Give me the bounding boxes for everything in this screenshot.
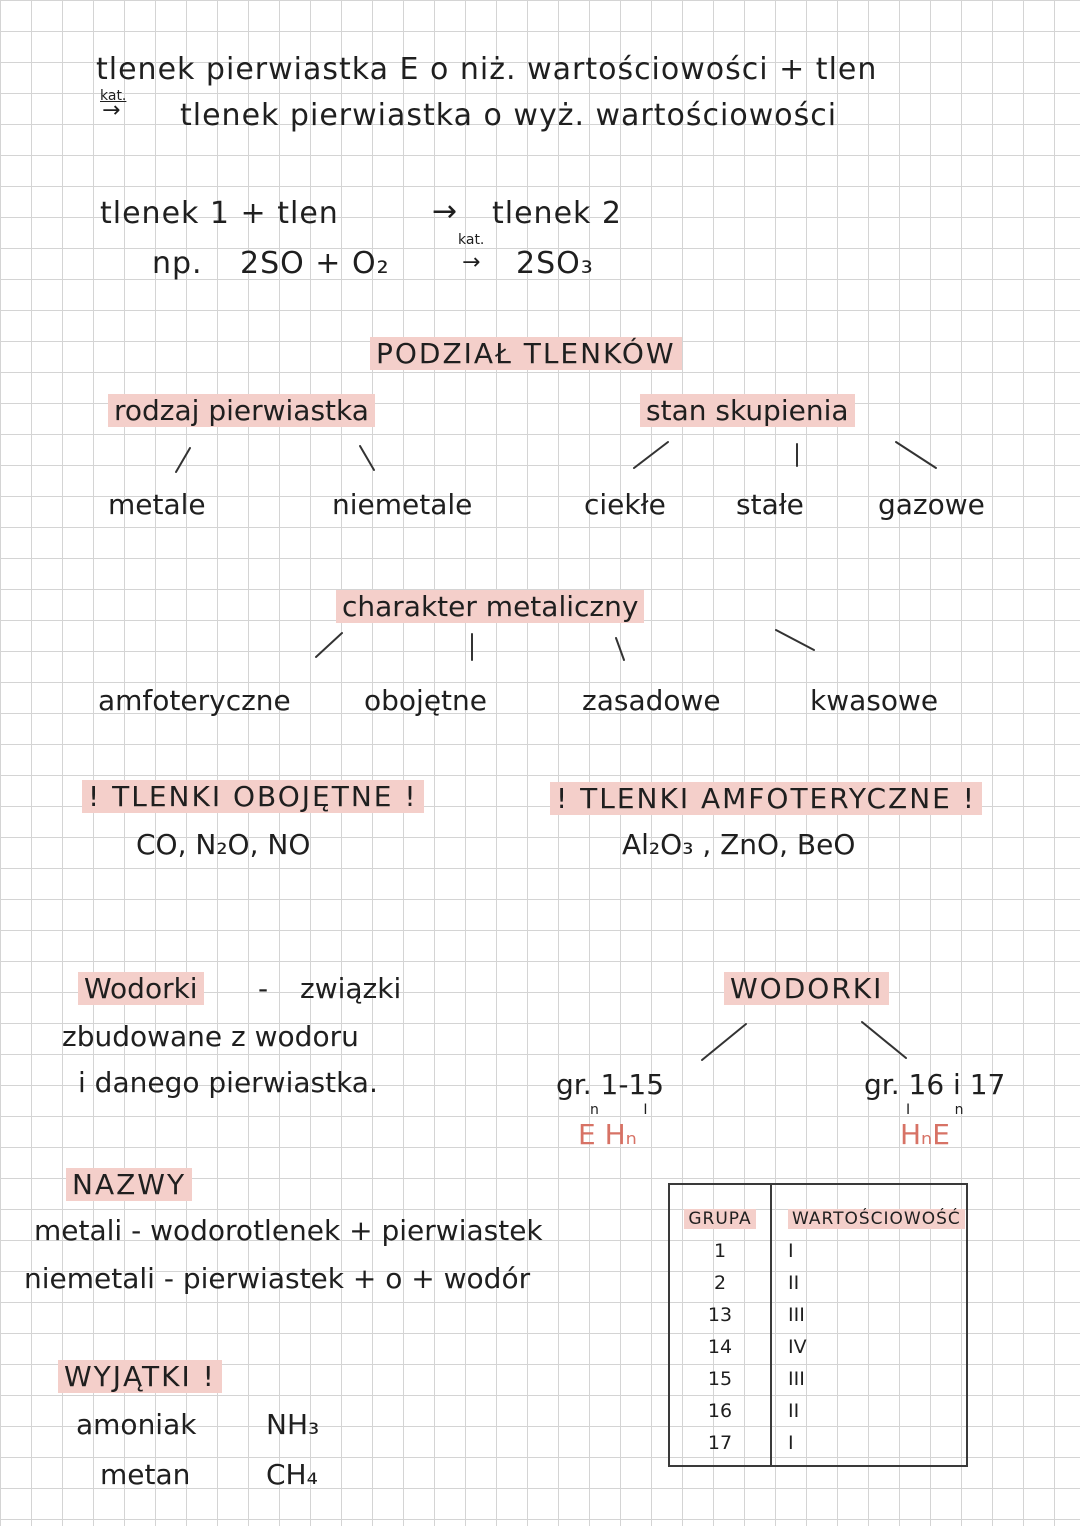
valence-column <box>771 1184 967 1466</box>
reaction-right: tlenek 2 <box>492 196 623 231</box>
element-type-label: rodzaj pierwiastka <box>108 394 375 427</box>
right-branch-label: gr. 16 i 17 <box>864 1068 1006 1101</box>
branch-line <box>360 446 374 470</box>
hydrides-definition-1: związki <box>300 972 402 1005</box>
amphoteric-oxides-formulas: Al₂O₃ , ZnO, BeO <box>622 828 856 861</box>
hydrides-term: Wodorki <box>78 972 204 1005</box>
item-stale: stałe <box>736 488 804 521</box>
names-nonmetals: niemetali - pierwiastek + o + wodór <box>24 1262 531 1295</box>
group-cell: 16 <box>707 1400 733 1422</box>
header-line-1: tlenek pierwiastka E o niż. wartościowości + tlen <box>96 52 878 87</box>
item-kwasowe: kwasowe <box>810 684 939 717</box>
group-cell: 13 <box>707 1304 733 1326</box>
left-branch-formula: E Hₙ <box>578 1118 637 1151</box>
branch-line <box>176 448 190 472</box>
hydrides-definition-2: zbudowane z wodoru <box>62 1020 359 1053</box>
example-prefix: np. <box>152 246 203 281</box>
example-left: 2SO + O₂ <box>240 246 390 281</box>
branch-line <box>776 630 814 650</box>
exception-name-1: amoniak <box>76 1408 197 1441</box>
branch-line <box>896 442 936 468</box>
hydrides-heading: WODORKI <box>724 972 889 1005</box>
branch-line <box>316 633 342 657</box>
hydrides-definition-3: i danego pierwiastka. <box>78 1066 378 1099</box>
arrow-icon: → <box>462 250 481 275</box>
item-metale: metale <box>108 488 206 521</box>
names-title: NAZWY <box>66 1168 192 1201</box>
reaction-left: tlenek 1 + tlen <box>100 196 339 231</box>
item-ciekle: ciekłe <box>584 488 666 521</box>
item-obojetne: obojętne <box>364 684 487 717</box>
state-label: stan skupienia <box>640 394 855 427</box>
branch-line <box>616 638 624 660</box>
item-amfoteryczne: amfoteryczne <box>98 684 291 717</box>
valence-cell: I <box>788 1240 794 1262</box>
amphoteric-oxides-title: ! TLENKI AMFOTERYCZNE ! <box>550 782 982 815</box>
character-label: charakter metaliczny <box>336 590 644 623</box>
branch-line <box>862 1022 906 1058</box>
branch-line <box>634 442 668 468</box>
example-catalyst: kat. <box>458 232 485 248</box>
valence-cell: I <box>788 1432 794 1454</box>
group-cell: 1 <box>713 1240 727 1262</box>
group-cell: 17 <box>707 1432 733 1454</box>
neutral-oxides-title: ! TLENKI OBOJĘTNE ! <box>82 780 424 813</box>
left-branch-label: gr. 1-15 <box>556 1068 665 1101</box>
arrow-icon: → <box>102 98 121 123</box>
catalyst-label: kat. <box>100 88 127 104</box>
branch-line <box>702 1024 746 1060</box>
names-metals: metali - wodorotlenek + pierwiastek <box>34 1214 543 1247</box>
valence-cell: III <box>788 1304 805 1326</box>
valence-cell: II <box>788 1272 800 1294</box>
exceptions-title: WYJĄTKI ! <box>58 1360 222 1393</box>
item-niemetale: niemetale <box>332 488 473 521</box>
group-column <box>669 1184 771 1466</box>
exception-formula-1: NH₃ <box>266 1408 320 1441</box>
classification-title: PODZIAŁ TLENKÓW <box>370 337 682 370</box>
valence-cell: II <box>788 1400 800 1422</box>
group-cell: 14 <box>707 1336 733 1358</box>
valence-cell: III <box>788 1368 805 1390</box>
group-cell: 2 <box>713 1272 727 1294</box>
left-branch-valences: n I <box>590 1102 668 1118</box>
item-gazowe: gazowe <box>878 488 985 521</box>
exception-name-2: metan <box>100 1458 191 1491</box>
neutral-oxides-formulas: CO, N₂O, NO <box>136 828 311 861</box>
valence-cell: IV <box>788 1336 807 1358</box>
reaction-arrow: → <box>432 194 459 229</box>
exception-formula-2: CH₄ <box>266 1458 318 1491</box>
header-line-2: tlenek pierwiastka o wyż. wartościowości <box>180 98 838 133</box>
group-header: GRUPA <box>684 1209 755 1229</box>
group-cell: 15 <box>707 1368 733 1390</box>
item-zasadowe: zasadowe <box>582 684 721 717</box>
valence-header: WARTOŚCIOWOŚĆ <box>788 1209 965 1229</box>
valence-table <box>668 1183 968 1467</box>
right-branch-formula: HₙE <box>900 1118 950 1151</box>
hydrides-dash: - <box>258 972 269 1005</box>
right-branch-valences: I n <box>906 1102 984 1118</box>
example-right: 2SO₃ <box>516 246 594 281</box>
